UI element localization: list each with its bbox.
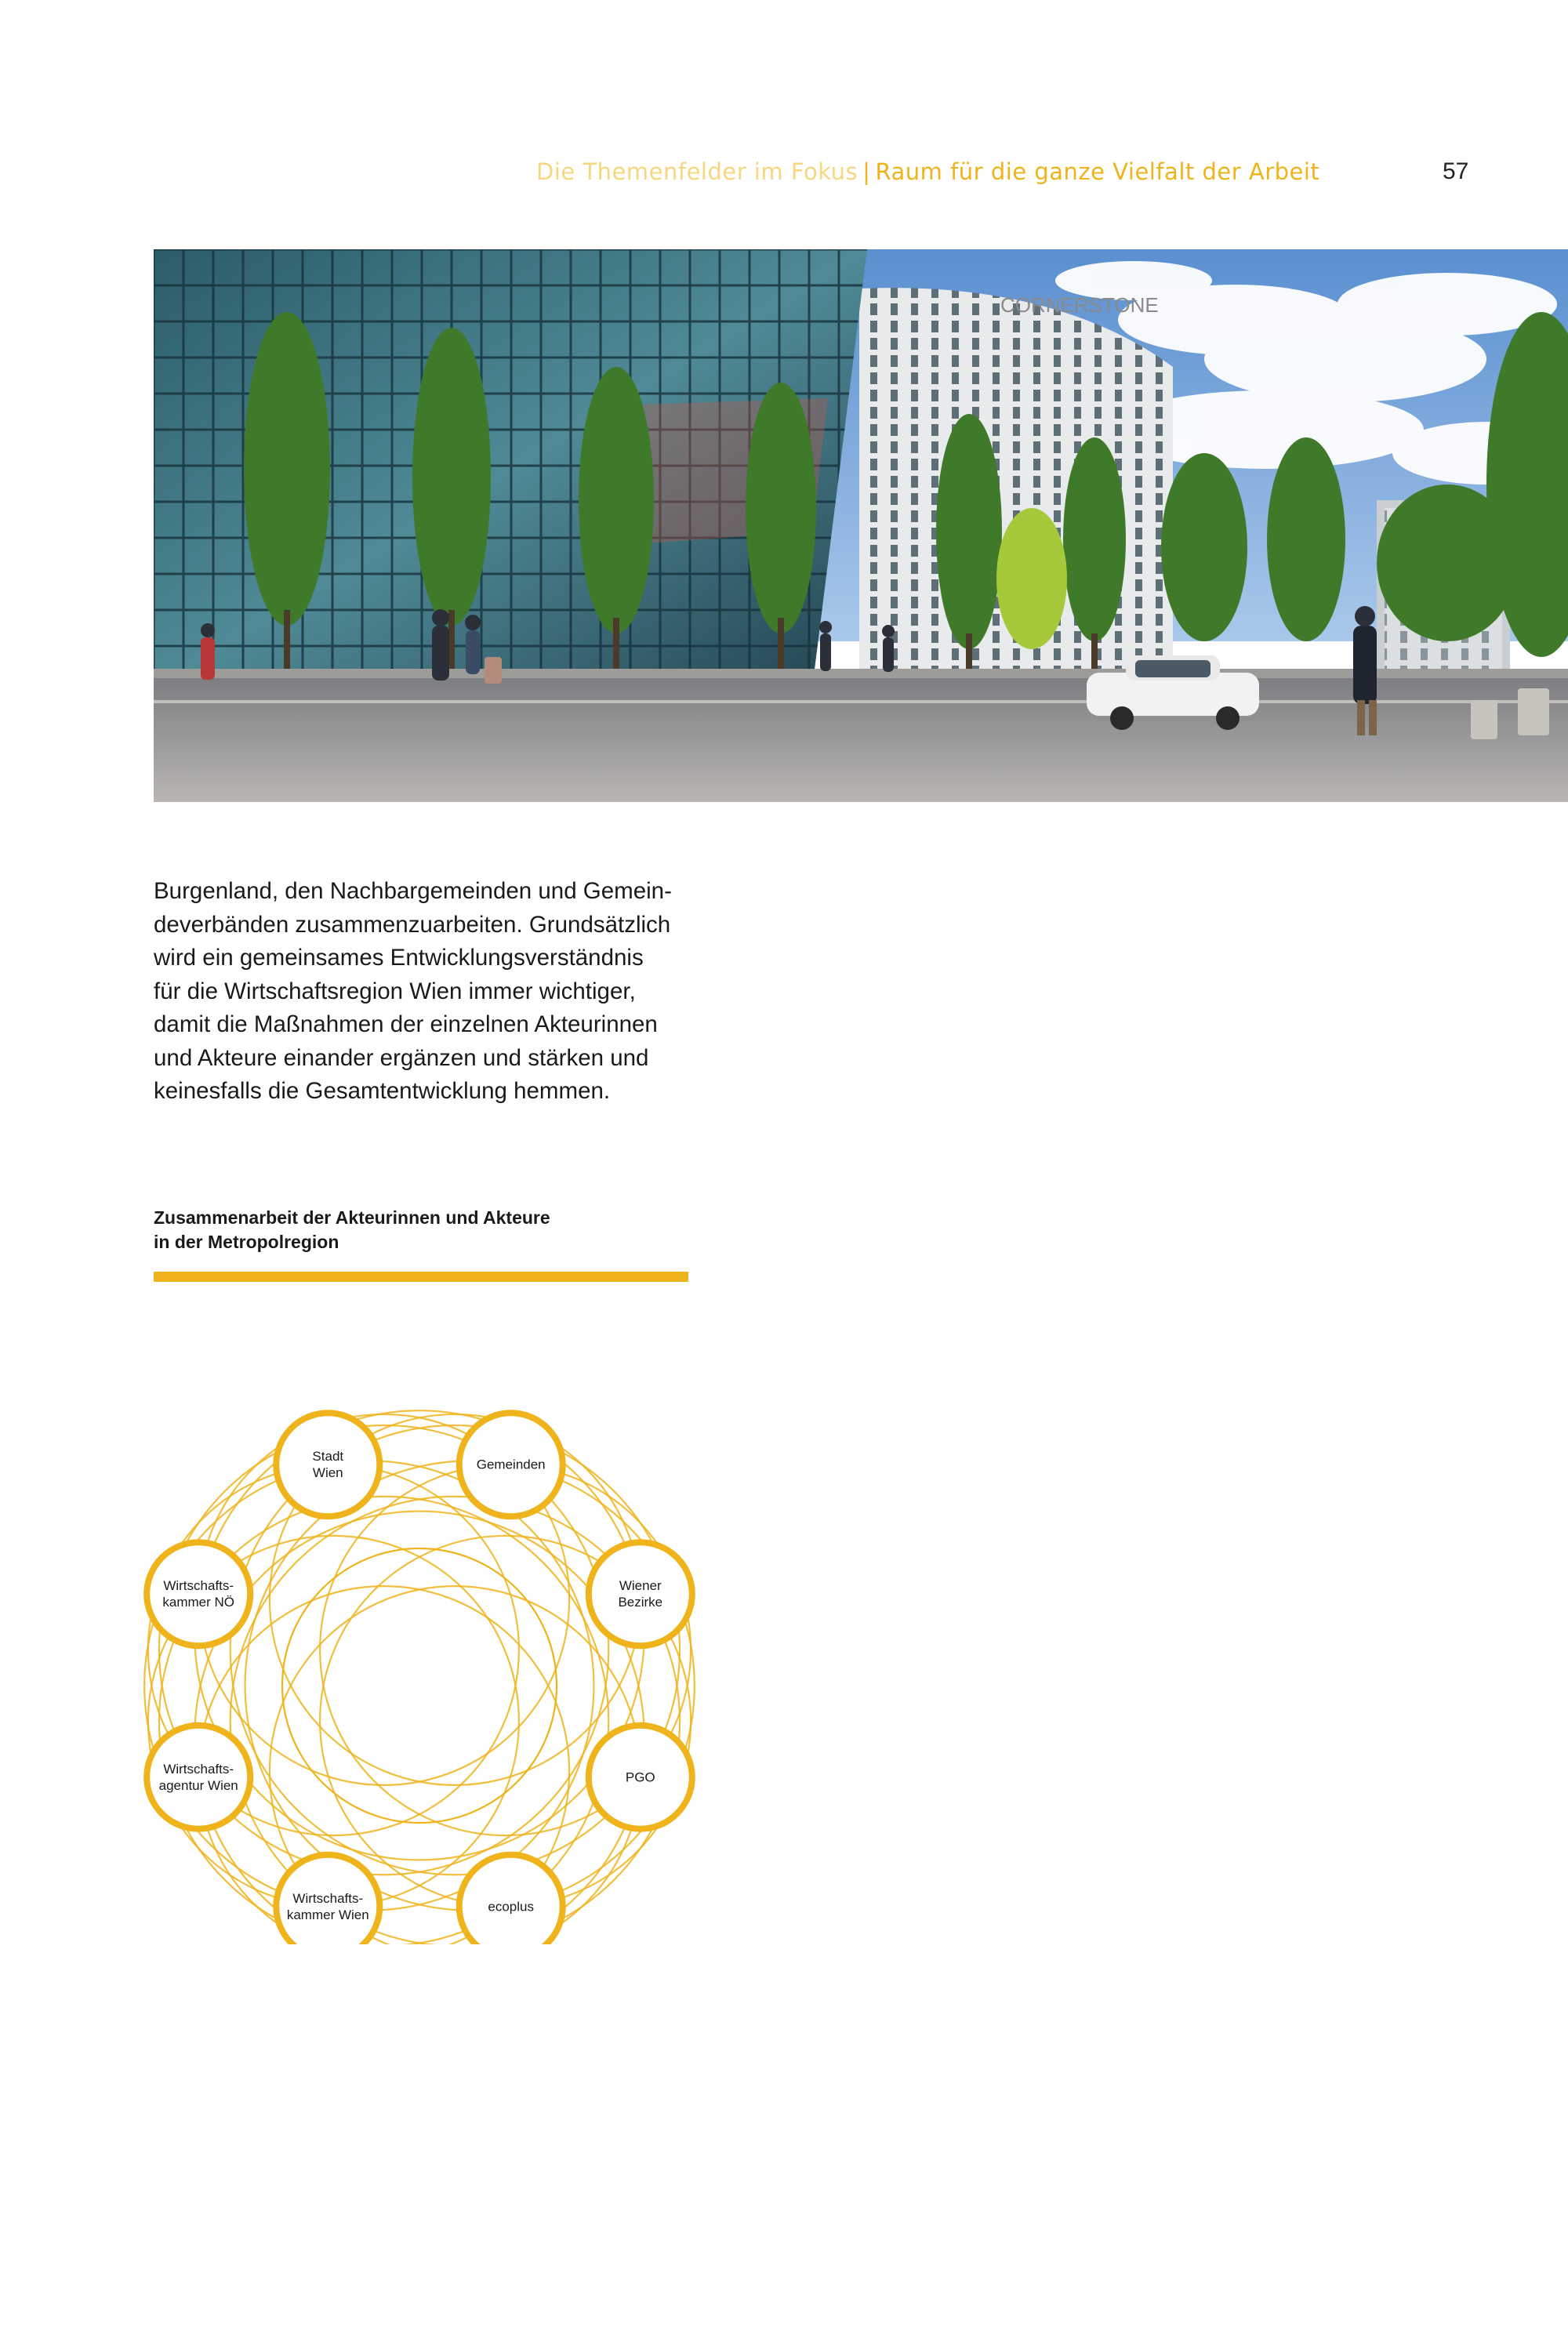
actor-node-label [593,1769,688,1785]
body-line: damit die Maßnahmen der einzelnen Akteurinnen [154,1011,658,1037]
actor-label-line: Wirtschafts- [163,1578,234,1594]
diagram-graphic [133,1333,721,1944]
actor-label-line: ecoplus [488,1899,534,1915]
actor-node-label [593,1577,688,1610]
actor-node-label [464,1898,558,1915]
connection-ring [194,1512,644,1944]
actor-label-line: Bezirke [618,1595,663,1610]
actor-label-line: Wirtschafts- [163,1761,234,1777]
topic-title: Raum für die ganze Vielfalt der Arbeit [875,158,1320,185]
actor-nodes [147,1413,692,1944]
header-separator: | [862,158,871,185]
actor-label-line: Stadt [312,1449,344,1465]
actor-label-line: kammer Wien [286,1907,369,1922]
actor-label-line: Wiener [619,1578,662,1594]
actor-node-label [464,1457,558,1473]
body-line: Burgenland, den Nachbargemeinden und Gemein- [154,878,672,904]
page-number: 57 [1443,158,1469,184]
actor-label-line: PGO [625,1769,655,1785]
actor-label-line: Wien [312,1465,343,1481]
actor-label-line: agentur Wien [158,1777,238,1793]
actor-label-line: Wirtschafts- [292,1890,364,1906]
section-title: Die Themenfelder im Fokus [536,158,858,185]
street-photo [154,249,1568,802]
title-underline [154,1272,688,1282]
actor-label-line: Gemeinden [476,1457,546,1472]
diagram-title-line: in der Metropolregion [154,1232,339,1252]
actor-label-line: kammer NÖ [162,1595,235,1610]
running-header [536,158,1320,185]
actor-node-label [281,1890,375,1923]
actor-node-label [281,1448,375,1481]
connection-rings [144,1410,695,1944]
diagram-title-line: Zusammenarbeit der Akteurinnen und Akteure [154,1207,550,1228]
body-line: keinesfalls die Gesamtentwicklung hemmen. [154,1078,611,1104]
body-line: deverbänden zusammenzuarbeiten. Grundsätzlich [154,911,671,938]
body-line: wird ein gemeinsames Entwicklungsverständnis [154,945,644,971]
body-paragraph [154,875,702,1109]
cooperation-diagram [133,1333,721,1944]
diagram-title [154,1206,702,1254]
body-line: und Akteure einander ergänzen und stärken und [154,1044,649,1071]
actor-node-label [151,1761,245,1794]
body-line: für die Wirtschaftsregion Wien immer wichtiger, [154,978,636,1004]
actor-node-label [151,1577,245,1610]
building-sign: CORNERSTONE [1000,293,1159,317]
